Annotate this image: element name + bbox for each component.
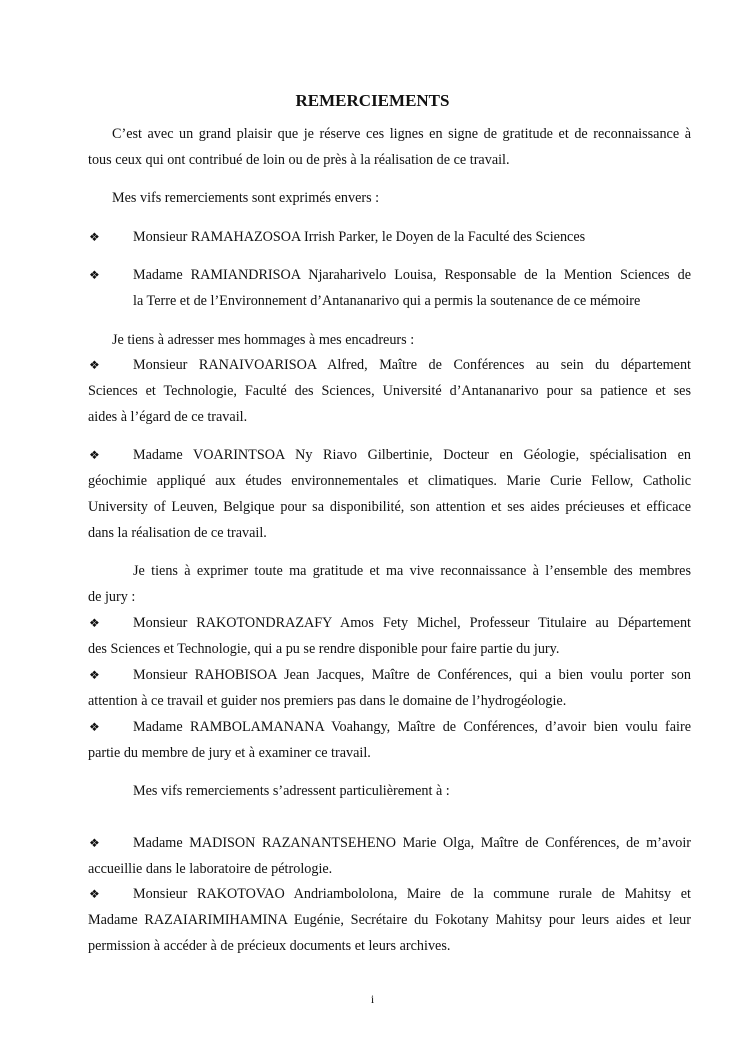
- section3-item1-line1: Monsieur RAKOTONDRAZAFY Amos Fety Michel, Professeur Titulaire au Département: [133, 615, 691, 631]
- section4-item1-line1: Madame MADISON RAZANANTSEHENO Marie Olga, Maître de Conférences, de m’avoir: [133, 835, 691, 851]
- section3-item1-line2: des Sciences et Technologie, qui a pu se rendre disponible pour faire partie du jury.: [88, 641, 560, 657]
- bullet-icon: ❖: [89, 668, 100, 682]
- section1-item2-line1: Madame RAMIANDRISOA Njaraharivelo Louisa, Responsable de la Mention Sciences de: [133, 267, 691, 283]
- section2-lead: Je tiens à adresser mes hommages à mes encadreurs :: [112, 332, 415, 348]
- bullet-icon: ❖: [89, 836, 100, 850]
- section2-item2-line2: géochimie appliqué aux études environnementales et climatiques. Marie Curie Fellow, Catholic: [88, 473, 691, 489]
- section4-item2-line2: Madame RAZAIARIMIHAMINA Eugénie, Secrétaire du Fokotany Mahitsy pour leurs aides et leur: [88, 912, 691, 928]
- section3-item2-line2: attention à ce travail et guider nos premiers pas dans le domaine de l’hydrogéologie.: [88, 693, 567, 709]
- section4-item2-line3: permission à accéder à de précieux documents et leurs archives.: [88, 938, 451, 954]
- section3-item3-line1: Madame RAMBOLAMANANA Voahangy, Maître de Conférences, d’avoir bien voulu faire: [133, 719, 691, 735]
- intro-line-2: tous ceux qui ont contribué de loin ou de près à la réalisation de ce travail.: [88, 152, 510, 168]
- section2-item2-line1: Madame VOARINTSOA Ny Riavo Gilbertinie, Docteur en Géologie, spécialisation en: [133, 447, 691, 463]
- section4-lead: Mes vifs remerciements s’adressent particulièrement à :: [133, 783, 450, 799]
- bullet-icon: ❖: [89, 448, 100, 462]
- section2-item2-line4: dans la réalisation de ce travail.: [88, 525, 267, 541]
- section1-lead: Mes vifs remerciements sont exprimés envers :: [112, 190, 380, 206]
- bullet-icon: ❖: [89, 720, 100, 734]
- section1-item2-line2: la Terre et de l’Environnement d’Antananarivo qui a permis la soutenance de ce mémoire: [133, 293, 641, 309]
- section2-item1-line2: Sciences et Technologie, Faculté des Sciences, Université d’Antananarivo pour sa patience et ses: [88, 383, 691, 399]
- section3-item2-line1: Monsieur RAHOBISOA Jean Jacques, Maître de Conférences, qui a bien voulu porter son: [133, 667, 691, 683]
- bullet-icon: ❖: [89, 230, 100, 244]
- section3-lead-line2: de jury :: [88, 589, 136, 605]
- bullet-icon: ❖: [89, 887, 100, 901]
- page-title: REMERCIEMENTS: [295, 91, 450, 110]
- section4-item2-line1: Monsieur RAKOTOVAO Andriambololona, Maire de la commune rurale de Mahitsy et: [133, 886, 691, 902]
- section3-lead-line1: Je tiens à exprimer toute ma gratitude et ma vive reconnaissance à l’ensemble des membres: [133, 563, 691, 579]
- section2-item1-line3: aides à l’égard de ce travail.: [88, 409, 248, 425]
- page-number: i: [370, 992, 375, 1006]
- section2-item1-line1: Monsieur RANAIVOARISOA Alfred, Maître de Conférences au sein du département: [133, 357, 691, 373]
- section3-item3-line2: partie du membre de jury et à examiner ce travail.: [88, 745, 371, 761]
- bullet-icon: ❖: [89, 616, 100, 630]
- section4-item1-line2: accueillie dans le laboratoire de pétrologie.: [88, 861, 333, 877]
- bullet-icon: ❖: [89, 358, 100, 372]
- section2-item2-line3: University of Leuven, Belgique pour sa disponibilité, son attention et ses aides précieuses et efficace: [88, 499, 691, 515]
- bullet-icon: ❖: [89, 268, 100, 282]
- intro-line-1: C’est avec un grand plaisir que je réserve ces lignes en signe de gratitude et de reconnaissance à: [112, 126, 691, 142]
- section1-item1: Monsieur RAMAHAZOSOA Irrish Parker, le Doyen de la Faculté des Sciences: [133, 229, 586, 245]
